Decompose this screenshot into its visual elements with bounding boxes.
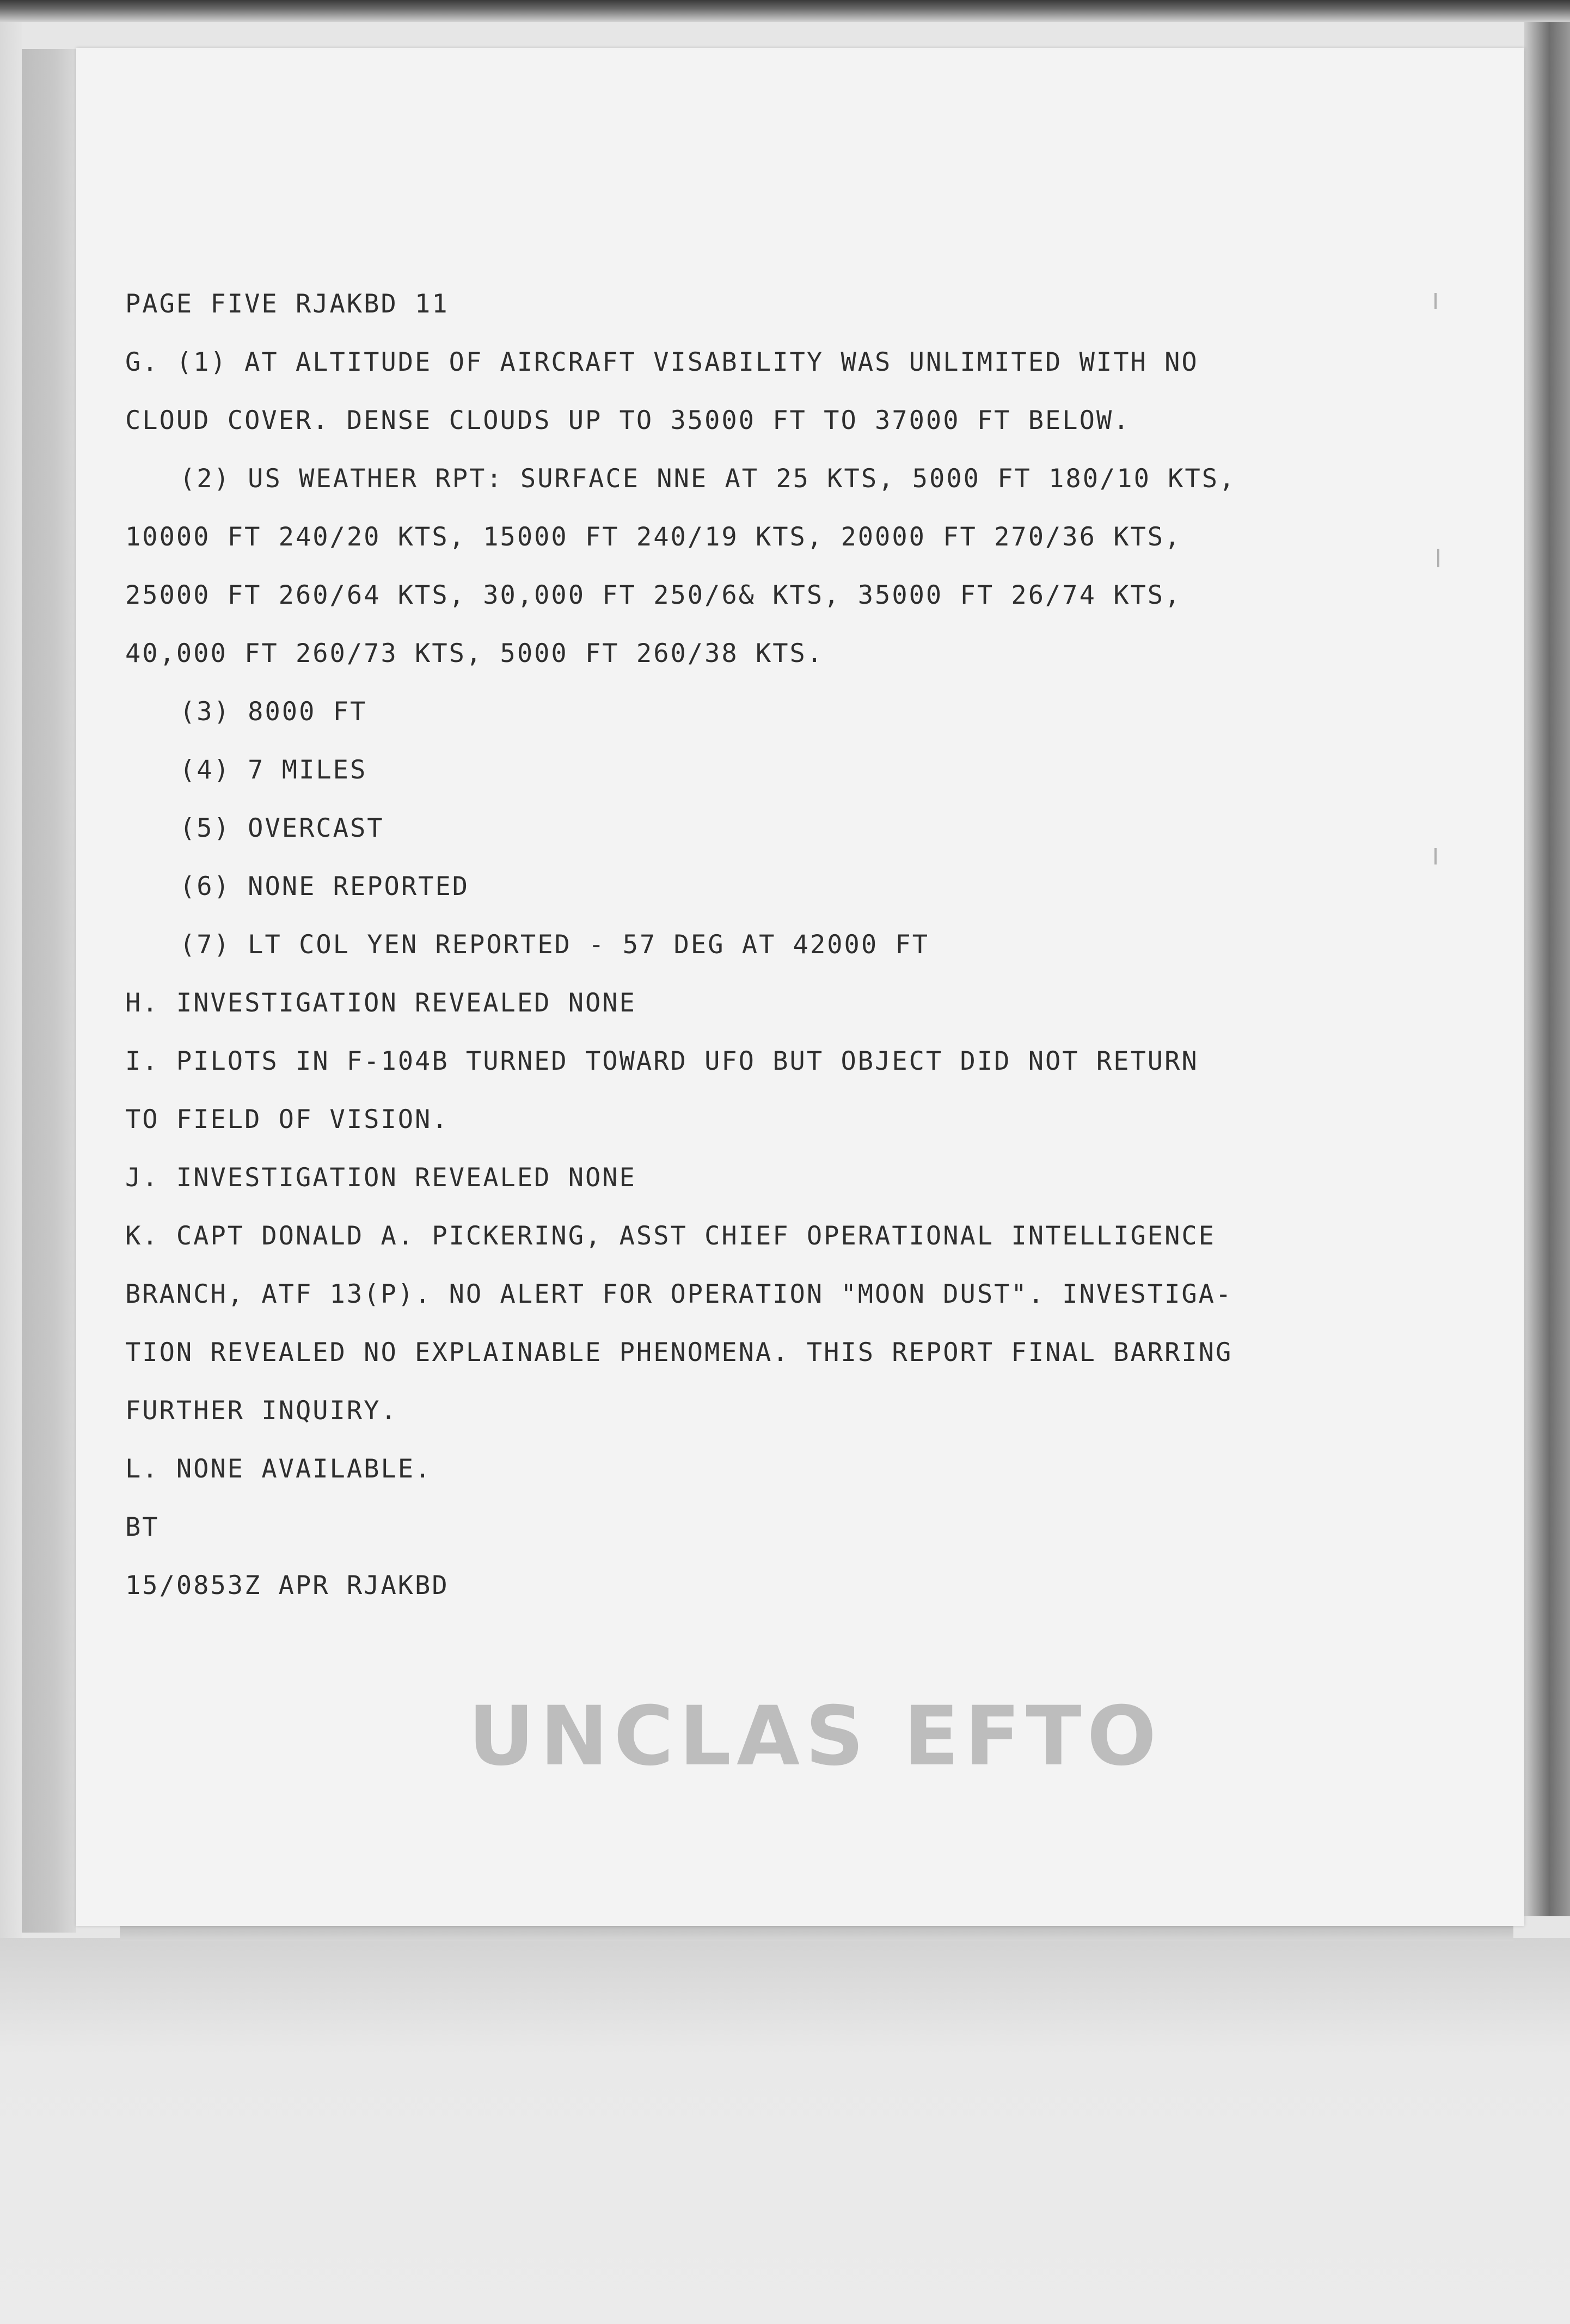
scan-right-edge <box>1524 22 1570 1916</box>
message-footer: 15/0853Z APR RJAKBD <box>125 1571 449 1601</box>
text-line: BT <box>125 1512 160 1542</box>
page-header: PAGE FIVE RJAKBD 11 <box>125 289 449 319</box>
text-line: (5) OVERCAST <box>180 813 384 843</box>
scanner-bed <box>0 1938 1570 2324</box>
text-line: 10000 FT 240/20 KTS, 15000 FT 240/19 KTS, 20000 FT 270/36 KTS, <box>125 522 1182 552</box>
text-line: G. (1) AT ALTITUDE OF AIRCRAFT VISABILITY WAS UNLIMITED WITH NO <box>125 347 1199 377</box>
text-line: (2) US WEATHER RPT: SURFACE NNE AT 25 KTS, 5000 FT 180/10 KTS, <box>180 464 1236 494</box>
page-left-shadow <box>22 49 76 1933</box>
text-line: 40,000 FT 260/73 KTS, 5000 FT 260/38 KTS. <box>125 639 824 669</box>
text-line: I. PILOTS IN F-104B TURNED TOWARD UFO BUT OBJECT DID NOT RETURN <box>125 1046 1199 1076</box>
text-line: J. INVESTIGATION REVEALED NONE <box>125 1163 636 1193</box>
text-line: TO FIELD OF VISION. <box>125 1105 449 1135</box>
text-line: (4) 7 MILES <box>180 755 367 785</box>
text-line: (7) LT COL YEN REPORTED - 57 DEG AT 42000 FT <box>180 930 930 960</box>
message-body <box>125 275 1464 1615</box>
text-line: FURTHER INQUIRY. <box>125 1396 398 1426</box>
page-bottom-shadow <box>120 1924 1513 1941</box>
classification-stamp: UNCLAS EFTO <box>468 1689 1162 1784</box>
text-line: H. INVESTIGATION REVEALED NONE <box>125 988 636 1018</box>
text-line: K. CAPT DONALD A. PICKERING, ASST CHIEF OPERATIONAL INTELLIGENCE <box>125 1221 1216 1251</box>
text-line: BRANCH, ATF 13(P). NO ALERT FOR OPERATION "MOON DUST". INVESTIGA- <box>125 1279 1233 1309</box>
text-line: TION REVEALED NO EXPLAINABLE PHENOMENA. THIS REPORT FINAL BARRING <box>125 1338 1233 1368</box>
text-line: (3) 8000 FT <box>180 697 367 727</box>
text-line: 25000 FT 260/64 KTS, 30,000 FT 250/6& KTS, 35000 FT 26/74 KTS, <box>125 580 1182 610</box>
text-line: CLOUD COVER. DENSE CLOUDS UP TO 35000 FT TO 37000 FT BELOW. <box>125 406 1131 436</box>
text-line: (6) NONE REPORTED <box>180 872 470 902</box>
text-line: L. NONE AVAILABLE. <box>125 1454 432 1484</box>
scan-top-edge <box>0 0 1570 22</box>
